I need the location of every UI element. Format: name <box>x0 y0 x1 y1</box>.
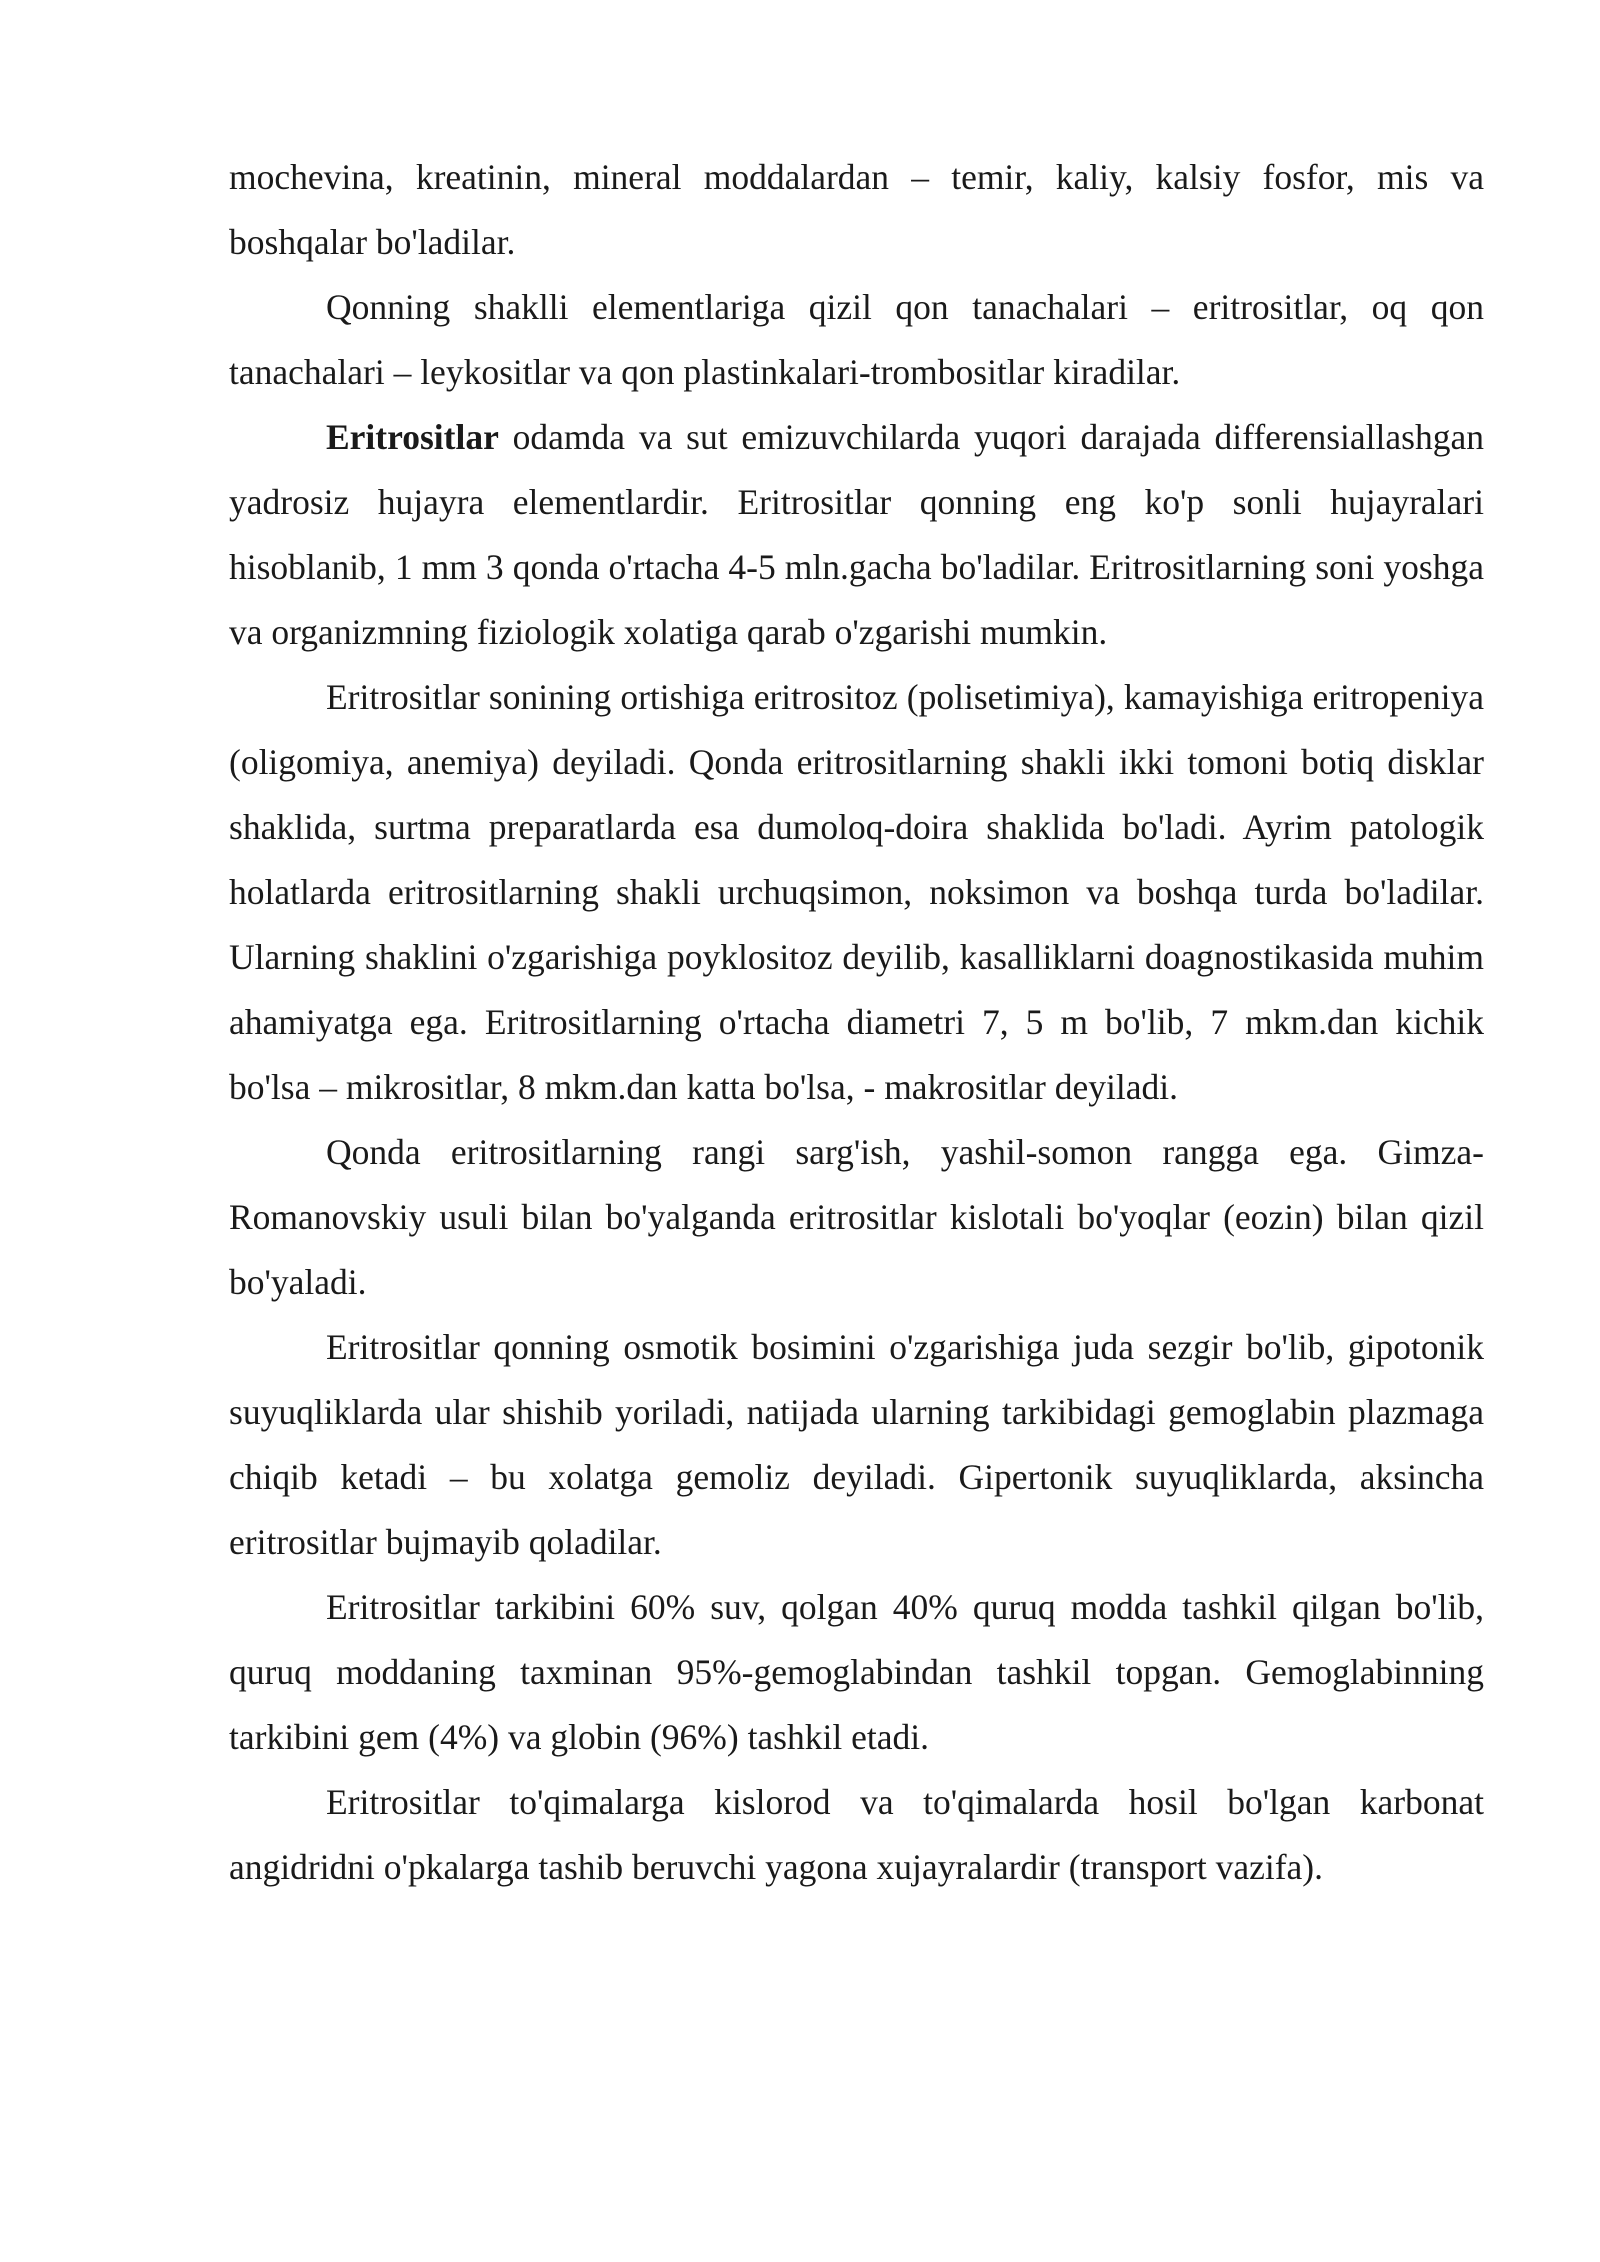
paragraph-composition: Eritrositlar tarkibini 60% suv, qolgan 40% quruq modda tashkil qilgan bo'lib, quruq moddaning taxminan 95%-gemoglabindan tashkil topgan. Gemoglabinning tarkibini gem (4%) va globin (96%) tashkil etadi. <box>229 1587 1484 1757</box>
paragraph-continuation: mochevina, kreatinin, mineral moddalardan – temir, kaliy, kalsiy fosfor, mis va boshqalar bo'ladilar. <box>229 157 1484 262</box>
paragraph-blood-elements: Qonning shaklli elementlariga qizil qon tanachalari – eritrositlar, oq qon tanachalari – leykositlar va qon plastinkalari-trombositlar kiradilar. <box>229 287 1484 392</box>
term-eritrositlar: Eritrositlar <box>326 417 499 457</box>
paragraph-osmotic: Eritrositlar qonning osmotik bosimini o'zgarishiga juda sezgir bo'lib, gipotonik suyuqliklarda ular shishib yoriladi, natijada ularning tarkibidagi gemoglabin plazmaga chiqib ketadi – bu xolatga gemoliz deyiladi. Gipertonik suyuqliklarda, aksincha eritrositlar bujmayib qoladilar. <box>229 1327 1484 1562</box>
paragraph-erythrocytes-definition <box>229 405 1484 665</box>
paragraph-transport: Eritrositlar to'qimalarga kislorod va to'qimalarda hosil bo'lgan karbonat angidridni o'pkalarga tashib beruvchi yagona xujayralardir (transport vazifa). <box>229 1782 1484 1887</box>
paragraph-color: Qonda eritrositlarning rangi sarg'ish, yashil-somon rangga ega. Gimza-Romanovskiy usuli bilan bo'yalganda eritrositlar kislotali bo'yoqlar (eozin) bilan qizil bo'yaladi. <box>229 1132 1484 1302</box>
paragraph-erythrocytosis: Eritrositlar sonining ortishiga eritrositoz (polisetimiya), kamayishiga eritropeniya (oligomiya, anemiya) deyiladi. Qonda eritrositlarning shakli ikki tomoni botiq disklar shaklida, surtma preparatlarda esa dumoloq-doira shaklida bo'ladi. Ayrim patologik holatlarda eritrositlarning shakli urchuqsimon, noksimon va boshqa turda bo'ladilar. Ularning shaklini o'zgarishiga poyklositoz deyilib, kasalliklarni doagnostikasida muhim ahamiyatga ega. Eritrositlarning o'rtacha diametri 7, 5 m bo'lib, 7 mkm.dan kichik bo'lsa – mikrositlar, 8 mkm.dan katta bo'lsa, - makrositlar deyiladi. <box>229 677 1484 1107</box>
body-text <box>229 145 1484 1900</box>
paragraph-text: odamda va sut emizuvchilarda yuqori darajada differensiallashgan yadrosiz hujayra elementlardir. Eritrositlar qonning eng ko'p sonli hujayralari hisoblanib, 1 mm 3 qonda o'rtacha 4-5 mln.gacha bo'ladilar. Eritrositlarning soni yoshga va organizmning fiziologik xolatiga qarab o'zgarishi mumkin. <box>229 417 1484 652</box>
